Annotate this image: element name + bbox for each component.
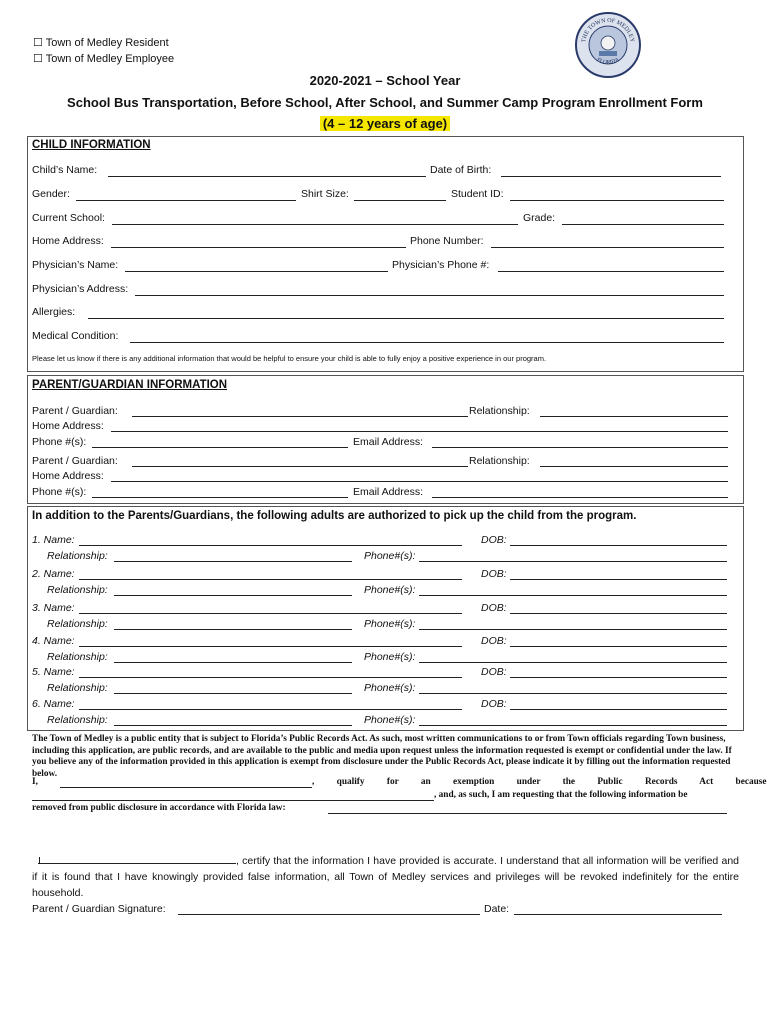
pickup5-phone-field[interactable] xyxy=(419,693,727,694)
pickup3-dob-field[interactable] xyxy=(510,613,727,614)
guardian1-relationship-label: Relationship: xyxy=(469,405,530,417)
pickup3-name-label: 3. Name: xyxy=(32,602,75,614)
pickup1-name-field[interactable] xyxy=(79,545,462,546)
age-range-title xyxy=(0,116,770,131)
authorized-pickup-heading: In addition to the Parents/Guardians, the following adults are authorized to pick up the child from the program. xyxy=(32,510,637,522)
pickup1-phone-label: Phone#(s): xyxy=(364,550,416,562)
guardian1-address-field[interactable] xyxy=(111,431,728,432)
pickup1-relationship-field[interactable] xyxy=(114,561,352,562)
guardian2-relationship-label: Relationship: xyxy=(469,455,530,467)
grade-field[interactable] xyxy=(562,224,724,225)
employee-label: Town of Medley Employee xyxy=(45,53,175,65)
cert-text: , certify that the information I have provided is accurate. I understand that all information will be verified and if it is found that I have knowingly provided false information, all Town of Medley services and privileges will be revoked indefinitely for the entire household. xyxy=(32,855,739,899)
guardian2-address-label: Home Address: xyxy=(32,470,104,482)
pickup1-dob-field[interactable] xyxy=(510,545,727,546)
parent-info-heading: PARENT/GUARDIAN INFORMATION xyxy=(32,379,228,391)
town-seal-logo xyxy=(575,12,641,78)
guardian1-label: Parent / Guardian: xyxy=(32,405,118,417)
certification-statement xyxy=(32,853,739,901)
phone-number-label: Phone Number: xyxy=(410,235,484,247)
pickup4-dob-label: DOB: xyxy=(481,635,507,647)
current-school-label: Current School: xyxy=(32,212,105,224)
seal-bottom-text: FLORIDA xyxy=(595,56,621,66)
pickup2-phone-label: Phone#(s): xyxy=(364,584,416,596)
guardian2-address-field[interactable] xyxy=(111,481,728,482)
pickup4-dob-field[interactable] xyxy=(510,646,727,647)
pickup6-dob-label: DOB: xyxy=(481,698,507,710)
exemption-name-field[interactable] xyxy=(60,787,312,788)
guardian1-phone-field[interactable] xyxy=(92,447,348,448)
exemption-info-field[interactable] xyxy=(328,813,727,814)
guardian1-phone-label: Phone #(s): xyxy=(32,436,87,448)
employee-checkbox[interactable] xyxy=(33,52,174,65)
pickup1-phone-field[interactable] xyxy=(419,561,727,562)
pickup3-name-field[interactable] xyxy=(79,613,462,614)
pickup2-name-label: 2. Name: xyxy=(32,568,75,580)
guardian1-relationship-field[interactable] xyxy=(540,416,728,417)
student-id-label: Student ID: xyxy=(451,188,504,200)
medical-condition-label: Medical Condition: xyxy=(32,330,119,342)
current-school-field[interactable] xyxy=(112,224,518,225)
pickup6-name-field[interactable] xyxy=(79,709,462,710)
pickup4-relationship-label: Relationship: xyxy=(47,651,108,663)
pickup3-phone-field[interactable] xyxy=(419,629,727,630)
pickup1-name-label: 1. Name: xyxy=(32,534,75,546)
pickup4-relationship-field[interactable] xyxy=(114,662,352,663)
pickup6-dob-field[interactable] xyxy=(510,709,727,710)
guardian2-email-field[interactable] xyxy=(432,497,728,498)
guardian2-label: Parent / Guardian: xyxy=(32,455,118,467)
grade-label: Grade: xyxy=(523,212,556,224)
checkbox-icon[interactable]: ☐ xyxy=(33,37,43,49)
date-field[interactable] xyxy=(514,914,722,915)
shirt-size-label: Shirt Size: xyxy=(301,188,349,200)
public-records-notice: The Town of Medley is a public entity that is subject to Florida’s Public Records Act. As such, most written communications to or from Town officials regarding Town business, including this application, are public records, and are available to the public and media upon request unless the information requested is exempt or confidential under the law. If you believe any of the information provided in this application is exempt from disclosure under the Public Records Act, please indicate it by filling out the information requested below. xyxy=(32,734,732,779)
pickup4-name-label: 4. Name: xyxy=(32,635,75,647)
student-id-field[interactable] xyxy=(510,200,724,201)
guardian1-address-label: Home Address: xyxy=(32,420,104,432)
school-year-title: 2020-2021 – School Year xyxy=(309,73,461,88)
signature-label: Parent / Guardian Signature: xyxy=(32,903,166,915)
guardian2-email-label: Email Address: xyxy=(353,486,424,498)
pickup6-name-label: 6. Name: xyxy=(32,698,75,710)
pickup2-phone-field[interactable] xyxy=(419,595,727,596)
seal-top-text: THE TOWN OF MEDLEY xyxy=(581,17,635,43)
guardian1-name-field[interactable] xyxy=(132,416,468,417)
pickup4-phone-label: Phone#(s): xyxy=(364,651,416,663)
home-address-field[interactable] xyxy=(111,247,406,248)
allergies-label: Allergies: xyxy=(32,306,76,318)
pickup3-phone-label: Phone#(s): xyxy=(364,618,416,630)
pickup3-relationship-label: Relationship: xyxy=(47,618,108,630)
child-info-section xyxy=(27,136,744,372)
pickup6-phone-field[interactable] xyxy=(419,725,727,726)
pickup5-phone-label: Phone#(s): xyxy=(364,682,416,694)
pickup4-name-field[interactable] xyxy=(79,646,462,647)
physician-name-field[interactable] xyxy=(125,271,388,272)
pickup5-name-field[interactable] xyxy=(79,677,462,678)
pickup1-relationship-label: Relationship: xyxy=(47,550,108,562)
physician-address-label: Physician’s Address: xyxy=(32,283,129,295)
date-label: Date: xyxy=(484,903,510,915)
pickup2-relationship-field[interactable] xyxy=(114,595,352,596)
physician-phone-label: Physician’s Phone #: xyxy=(392,259,490,271)
signature-field[interactable] xyxy=(178,914,480,915)
pickup2-dob-field[interactable] xyxy=(510,579,727,580)
additional-info-note: Please let us know if there is any additional information that would be helpful to ensure your child is able to fully enjoy a positive experience in our program. xyxy=(32,354,547,363)
pickup1-dob-label: DOB: xyxy=(481,534,507,546)
guardian2-relationship-field[interactable] xyxy=(540,466,728,467)
resident-checkbox[interactable] xyxy=(33,36,169,49)
guardian1-email-label: Email Address: xyxy=(353,436,424,448)
gender-label: Gender: xyxy=(32,188,70,200)
medical-condition-field[interactable] xyxy=(130,342,724,343)
resident-label: Town of Medley Resident xyxy=(45,37,169,49)
pickup3-relationship-field[interactable] xyxy=(114,629,352,630)
seal-icon xyxy=(577,14,639,76)
pickup5-dob-field[interactable] xyxy=(510,677,727,678)
exemption-suchas-text: , and, as such, I am requesting that the following information be xyxy=(434,790,688,800)
dob-label: Date of Birth: xyxy=(430,164,492,176)
pickup5-name-label: 5. Name: xyxy=(32,666,75,678)
pickup5-relationship-field[interactable] xyxy=(114,693,352,694)
gender-field[interactable] xyxy=(76,200,296,201)
exemption-reason-field[interactable] xyxy=(32,800,434,801)
pickup2-relationship-label: Relationship: xyxy=(47,584,108,596)
cert-i-label: I xyxy=(38,855,41,867)
pickup6-relationship-label: Relationship: xyxy=(47,714,108,726)
pickup2-name-field[interactable] xyxy=(79,579,462,580)
exemption-removed-text: removed from public disclosure in accordance with Florida law: xyxy=(32,803,286,813)
shirt-size-field[interactable] xyxy=(354,200,446,201)
pickup3-dob-label: DOB: xyxy=(481,602,507,614)
physician-phone-field[interactable] xyxy=(498,271,724,272)
child-name-label: Child’s Name: xyxy=(32,164,98,176)
guardian2-name-field[interactable] xyxy=(132,466,468,467)
pickup6-phone-label: Phone#(s): xyxy=(364,714,416,726)
physician-address-field[interactable] xyxy=(135,295,724,296)
home-address-label: Home Address: xyxy=(32,235,104,247)
guardian2-phone-field[interactable] xyxy=(92,497,348,498)
exemption-qualify-text: , qualify for an exemption under the Public Records Act because xyxy=(312,777,767,787)
pickup2-dob-label: DOB: xyxy=(481,568,507,580)
pickup5-relationship-label: Relationship: xyxy=(47,682,108,694)
guardian1-email-field[interactable] xyxy=(432,447,728,448)
guardian2-phone-label: Phone #(s): xyxy=(32,486,87,498)
phone-number-field[interactable] xyxy=(491,247,724,248)
form-title: School Bus Transportation, Before School, After School, and Summer Camp Program Enrollment Form xyxy=(67,95,703,110)
dob-field[interactable] xyxy=(501,176,721,177)
child-info-heading: CHILD INFORMATION xyxy=(32,139,151,151)
allergies-field[interactable] xyxy=(88,318,724,319)
checkbox-icon[interactable]: ☐ xyxy=(33,53,43,65)
pickup4-phone-field[interactable] xyxy=(419,662,727,663)
child-name-field[interactable] xyxy=(108,176,426,177)
pickup5-dob-label: DOB: xyxy=(481,666,507,678)
cert-name-field[interactable] xyxy=(38,853,236,864)
physician-name-label: Physician’s Name: xyxy=(32,259,119,271)
pickup6-relationship-field[interactable] xyxy=(114,725,352,726)
exemption-i-label: I, xyxy=(32,777,38,787)
age-range-highlight: (4 – 12 years of age) xyxy=(320,116,450,131)
